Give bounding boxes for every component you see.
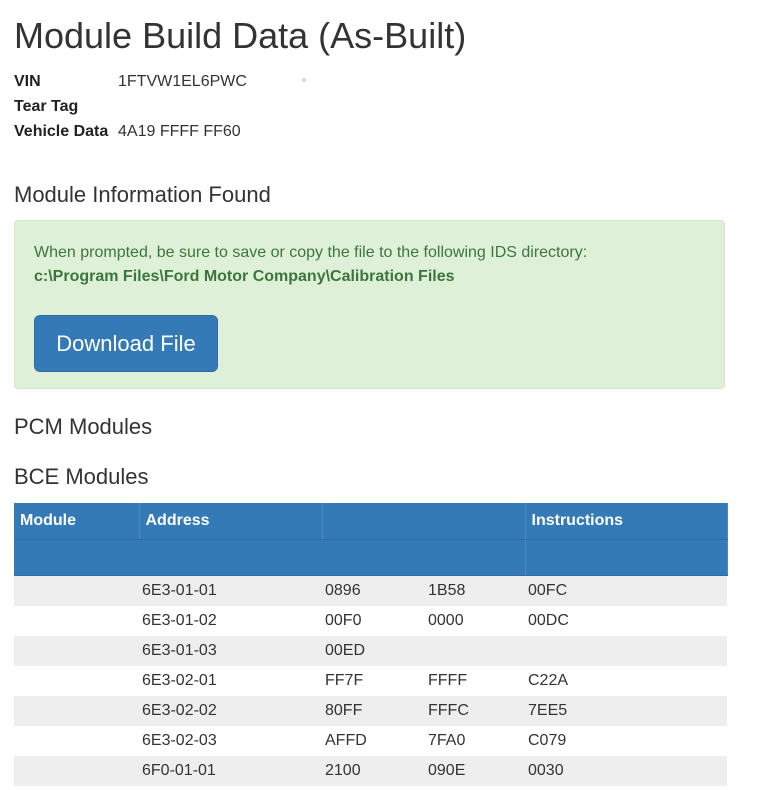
table-row (14, 756, 727, 786)
cell-address: 6E3-02-03 (139, 726, 322, 756)
alert-message: When prompted, be sure to save or copy the file to the following IDS directory: (34, 244, 588, 261)
bce-modules-heading: BCE Modules (14, 464, 149, 489)
cell-module (14, 606, 139, 636)
cell-data-1: 00ED (322, 636, 425, 666)
cell-data-1: 0896 (322, 575, 425, 606)
ids-directory-path: c:\Program Files\Ford Motor Company\Calibration Files (34, 268, 455, 285)
cell-instructions: 00FC (525, 575, 727, 606)
cell-module (14, 575, 139, 606)
tear-tag-label: Tear Tag (14, 98, 79, 115)
cell-instructions (525, 636, 727, 666)
cell-instructions: 00DC (525, 606, 727, 636)
cell-address: 6E3-01-02 (139, 606, 322, 636)
table-row (14, 666, 727, 696)
cell-data-2: 1B58 (425, 575, 525, 606)
cell-data-1: 2100 (322, 756, 425, 786)
cell-data-2 (425, 636, 525, 666)
cell-module (14, 726, 139, 756)
bce-modules-table (14, 503, 728, 786)
vin-value: 1FTVW1EL6PWC (118, 73, 247, 90)
column-header-address: Address (139, 503, 322, 539)
page-title: Module Build Data (As-Built) (14, 15, 467, 56)
cell-module (14, 666, 139, 696)
cell-data-1: FF7F (322, 666, 425, 696)
module-info-heading: Module Information Found (14, 182, 271, 207)
table-subheader-row (14, 539, 727, 575)
table-row (14, 726, 727, 756)
cell-instructions: 0030 (525, 756, 727, 786)
download-file-button[interactable]: Download File (34, 315, 218, 372)
cell-data-2: 7FA0 (425, 726, 525, 756)
cell-instructions: C22A (525, 666, 727, 696)
cell-instructions: C079 (525, 726, 727, 756)
cell-data-1: 80FF (322, 696, 425, 726)
pcm-modules-heading: PCM Modules (14, 414, 153, 439)
vin-redaction-mark (302, 78, 306, 82)
cell-module (14, 756, 139, 786)
cell-address: 6E3-01-01 (139, 575, 322, 606)
cell-data-1: AFFD (322, 726, 425, 756)
vehicle-data-value: 4A19 FFFF FF60 (118, 123, 241, 140)
cell-data-2: FFFF (425, 666, 525, 696)
cell-address: 6F0-01-01 (139, 756, 322, 786)
cell-module (14, 636, 139, 666)
cell-address: 6E3-01-03 (139, 636, 322, 666)
table-row (14, 696, 727, 726)
vin-label: VIN (14, 73, 41, 90)
column-header-module: Module (14, 503, 139, 539)
table-row (14, 636, 727, 666)
column-header-blank (322, 503, 525, 539)
cell-address: 6E3-02-01 (139, 666, 322, 696)
cell-data-1: 00F0 (322, 606, 425, 636)
column-header-instructions: Instructions (525, 503, 727, 539)
cell-instructions: 7EE5 (525, 696, 727, 726)
cell-data-2: 0000 (425, 606, 525, 636)
cell-address: 6E3-02-02 (139, 696, 322, 726)
table-row (14, 575, 727, 606)
subheader-cell-instructions (525, 539, 727, 575)
subheader-cell (14, 539, 525, 575)
vehicle-data-label: Vehicle Data (14, 123, 109, 140)
cell-module (14, 696, 139, 726)
table-row (14, 606, 727, 636)
cell-data-2: FFFC (425, 696, 525, 726)
cell-data-2: 090E (425, 756, 525, 786)
download-alert (14, 220, 725, 389)
table-header-row (14, 503, 727, 539)
